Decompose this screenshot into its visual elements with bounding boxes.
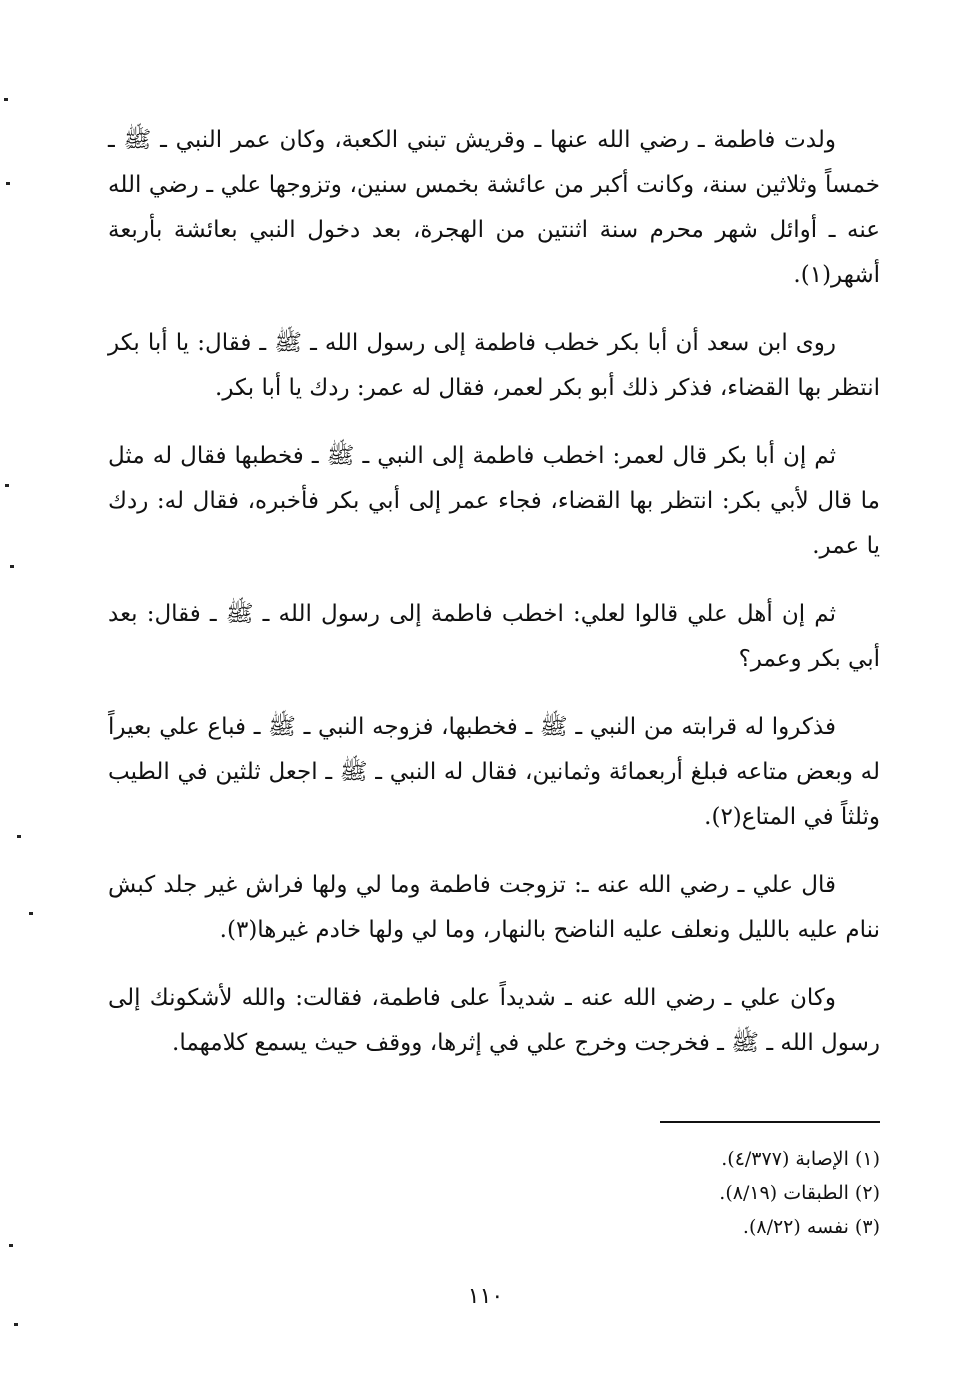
page-number: ١١٠: [467, 1284, 504, 1309]
footnote-3: (٣) نفسه (٨/٢٢).: [742, 1216, 880, 1238]
footnotes: [560, 1142, 880, 1244]
footnote-2: (٢) الطبقات (٨/١٩).: [719, 1182, 880, 1204]
scan-speck: [9, 1244, 13, 1247]
scan-speck: [14, 1323, 18, 1326]
scan-speck: [5, 484, 9, 487]
scan-speck: [10, 565, 14, 568]
scan-speck: [4, 98, 8, 101]
footnote-1: (١) الإصابة (٤/٣٧٧).: [721, 1148, 880, 1170]
scan-speck: [6, 182, 10, 185]
paragraph-5: فذكروا له قرابته من النبي ـ ﷺ ـ فخطبها، فزوجه النبي ـ ﷺ ـ فباع علي بعيراً له وبعض متاعه فبلغ أربعمائة وثمانين، فقال له النبي ـ ﷺ ـ اجعل ثلثين في الطيب وثلثاً في المتاع(٢).: [108, 714, 880, 830]
paragraph-3: ثم إن أبا بكر قال لعمر: اخطب فاطمة إلى النبي ـ ﷺ ـ فخطبها فقال له مثل ما قال لأبي بكر: انتظر بها القضاء، فجاء عمر إلى أبي بكر فأخبره، فقال له: ردك يا عمر.: [108, 443, 880, 559]
paragraph-4: ثم إن أهل علي قالوا لعلي: اخطب فاطمة إلى رسول الله ـ ﷺ ـ فقال: بعد أبي بكر وعمر؟: [108, 601, 880, 672]
paragraph-2: روى ابن سعد أن أبا بكر خطب فاطمة إلى رسول الله ـ ﷺ ـ فقال: يا أبا بكر انتظر بها القضاء، فذكر ذلك أبو بكر لعمر، فقال له عمر: ردك يا أبا بكر.: [108, 330, 880, 401]
scan-speck: [17, 835, 21, 838]
footnote-separator: [660, 1121, 880, 1123]
scan-speck: [29, 912, 33, 915]
main-text: [108, 118, 880, 1089]
paragraph-1: ولدت فاطمة ـ رضي الله عنها ـ وقريش تبني الكعبة، وكان عمر النبي ـ ﷺ ـ خمساً وثلاثين سنة، وكانت أكبر من عائشة بخمس سنين، وتزوجها علي ـ رضي الله عنه ـ أوائل شهر محرم سنة اثنتين من الهجرة، بعد دخول النبي بعائشة بأربعة أشهر(١).: [108, 127, 880, 288]
paragraph-6: قال علي ـ رضي الله عنه ـ: تزوجت فاطمة وما لي ولها فراش غير جلد كبش ننام عليه بالليل ونعلف عليه الناضح بالنهار، وما لي ولها خادم غيرها(٣).: [108, 872, 880, 943]
paragraph-7: وكان علي ـ رضي الله عنه ـ شديداً على فاطمة، فقالت: والله لأشكونك إلى رسول الله ـ ﷺ ـ فخرجت وخرج علي في إثرها، ووقف حيث يسمع كلامهما.: [108, 985, 880, 1056]
